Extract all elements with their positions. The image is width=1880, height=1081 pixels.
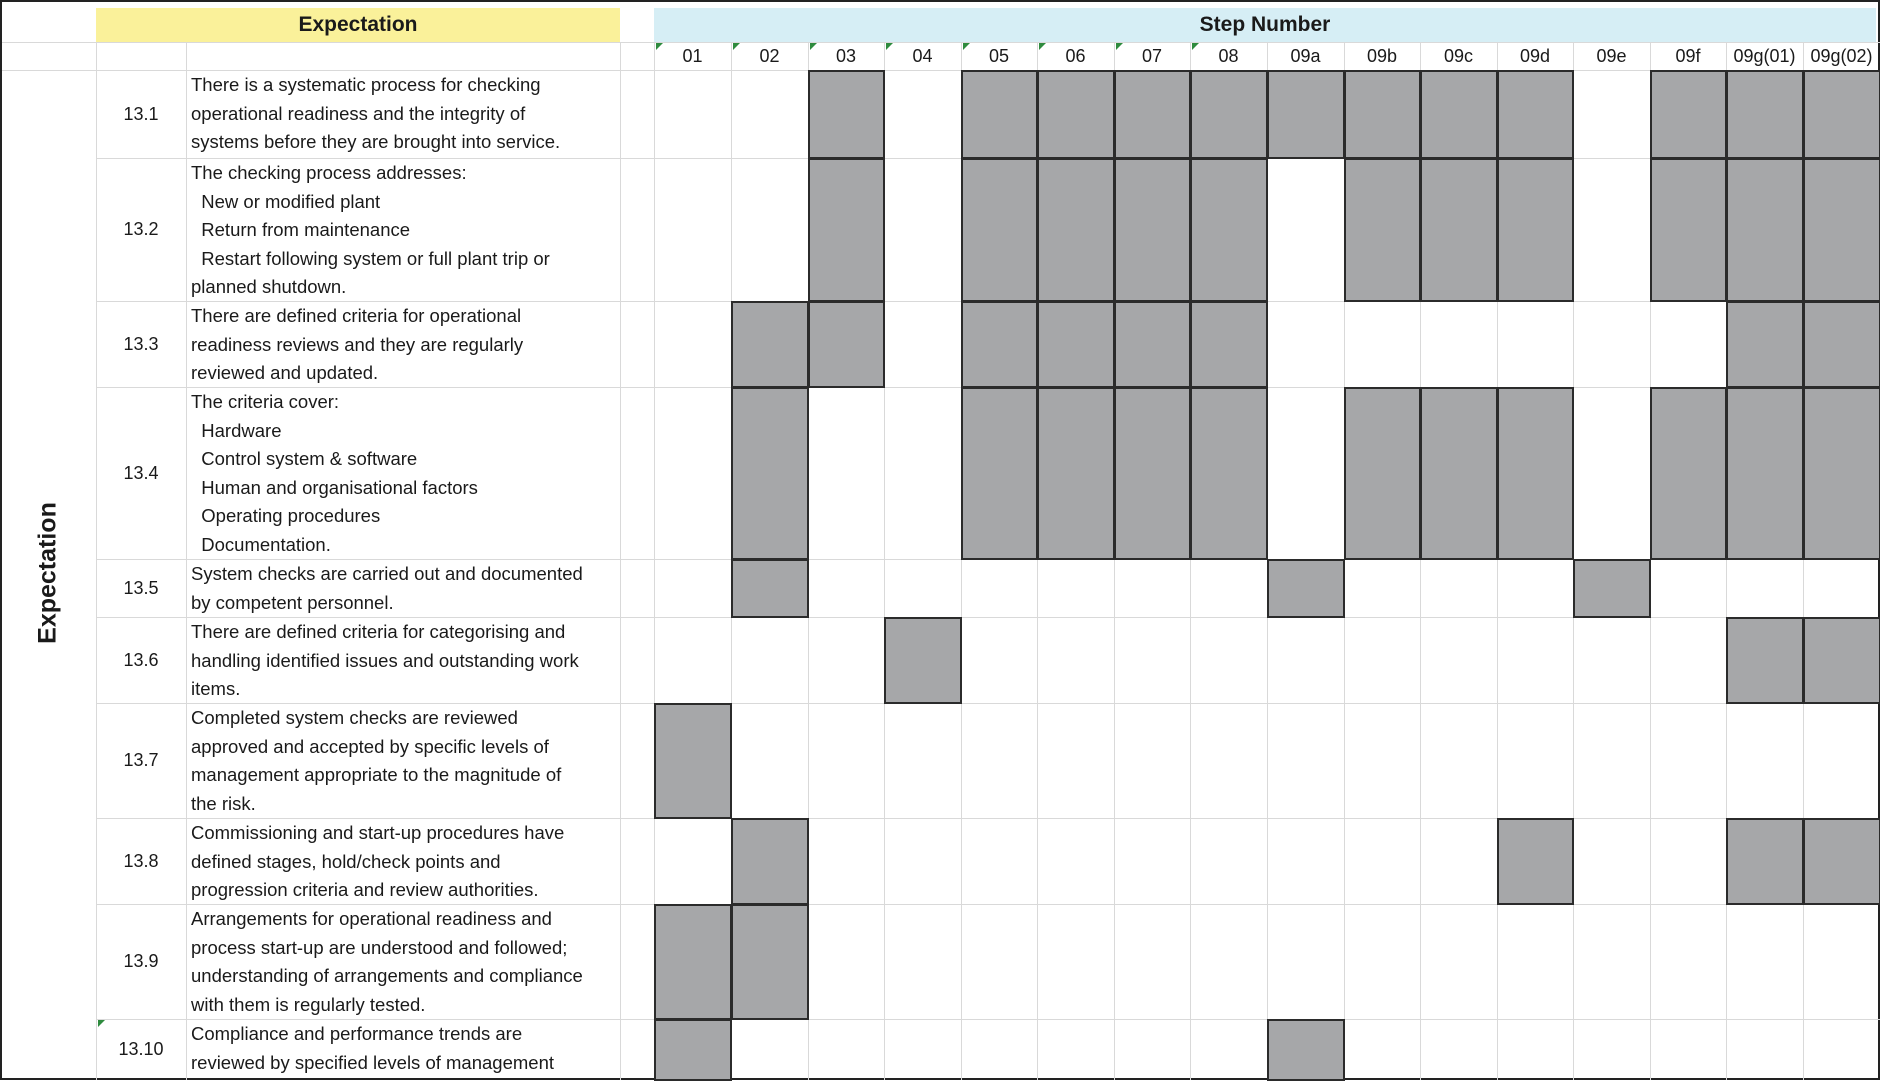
expectation-row-text: The checking process addresses: New or modified plant Return from maintenance Restart following system or full plant trip or planned shutdown. — [191, 162, 550, 297]
step-coverage-cell — [1497, 387, 1574, 560]
step-column-header: 04 — [912, 46, 933, 66]
expectation-row-text: Compliance and performance trends are reviewed by specified levels of management — [191, 1023, 554, 1073]
expectation-row-text: Commissioning and start-up procedures have defined stages, hold/check points and progression criteria and review authorities. — [191, 822, 565, 900]
step-coverage-cell — [961, 70, 1038, 159]
step-coverage-cell — [1573, 559, 1651, 618]
step-coverage-cell — [1190, 70, 1268, 159]
step-coverage-cell — [731, 559, 809, 618]
step-coverage-cell — [961, 301, 1038, 388]
step-coverage-cell — [1037, 70, 1115, 159]
step-coverage-cell — [731, 818, 809, 905]
expectation-row-id: 13.8 — [123, 850, 159, 871]
step-coverage-cell — [1497, 70, 1574, 159]
step-coverage-cell — [1190, 158, 1268, 302]
step-coverage-cell — [1420, 70, 1498, 159]
step-coverage-cell — [961, 387, 1038, 560]
step-coverage-cell — [1037, 301, 1115, 388]
step-coverage-cell — [1650, 387, 1727, 560]
comment-indicator — [1116, 43, 1123, 50]
step-coverage-cell — [1803, 387, 1880, 560]
step-coverage-cell — [1726, 617, 1804, 704]
step-coverage-cell — [1726, 158, 1804, 302]
step-coverage-cell — [808, 70, 885, 159]
step-coverage-cell — [884, 617, 962, 704]
step-coverage-cell — [1037, 387, 1115, 560]
expectation-row-text: Arrangements for operational readiness and process start-up are understood and followed; understanding of arrangements and compliance with them is regularly tested. — [191, 908, 583, 1015]
step-column-header: 09d — [1519, 46, 1551, 66]
step-column-header: 09a — [1290, 46, 1321, 66]
expectation-header: Expectation — [96, 8, 620, 42]
expectation-row-id: 13.10 — [118, 1039, 164, 1059]
comment-indicator — [963, 43, 970, 50]
step-coverage-cell — [731, 387, 809, 560]
step-coverage-cell — [1726, 387, 1804, 560]
step-column-header: 06 — [1065, 46, 1086, 66]
expectation-row-id: 13.3 — [123, 333, 159, 354]
comment-indicator — [1039, 43, 1046, 50]
comment-indicator — [810, 43, 817, 50]
step-coverage-cell — [1803, 158, 1880, 302]
step-coverage-cell — [1803, 617, 1880, 704]
step-column-header: 09c — [1443, 46, 1474, 66]
expectation-row-id: 13.2 — [123, 219, 159, 239]
step-coverage-cell — [1497, 818, 1574, 905]
comment-indicator — [1192, 43, 1199, 50]
expectation-row-id: 13.6 — [123, 649, 159, 670]
comment-indicator — [98, 1020, 105, 1027]
step-coverage-cell — [1114, 301, 1191, 388]
step-coverage-cell — [961, 158, 1038, 302]
expectation-row-id: 13.9 — [123, 951, 159, 971]
expectation-row-text: The criteria cover: Hardware Control system & software Human and organisational factors Operating procedures Documentation. — [191, 391, 478, 555]
step-coverage-cell — [654, 1019, 732, 1081]
step-column-header: 09g(02) — [1810, 46, 1873, 66]
expectation-row-text: There is a systematic process for checking operational readiness and the integrity of systems before they are brought into service. — [191, 74, 561, 152]
step-column-header: 09b — [1366, 46, 1398, 66]
comment-indicator — [656, 43, 663, 50]
step-coverage-cell — [1190, 387, 1268, 560]
step-coverage-cell — [1726, 70, 1804, 159]
step-coverage-cell — [1803, 301, 1880, 388]
step-column-header: 05 — [988, 46, 1010, 66]
expectation-row-id: 13.7 — [123, 750, 159, 770]
step-coverage-cell — [1420, 387, 1498, 560]
step-coverage-cell — [1267, 1019, 1345, 1081]
expectation-side-label: Expectation — [33, 502, 62, 644]
step-column-header: 09e — [1596, 46, 1627, 66]
comment-indicator — [886, 43, 893, 50]
step-coverage-cell — [1267, 70, 1345, 159]
step-coverage-cell — [1114, 70, 1191, 159]
expectation-row-text: System checks are carried out and documented by competent personnel. — [191, 563, 583, 613]
expectation-row-text: There are defined criteria for categorising and handling identified issues and outstanding work items. — [191, 621, 579, 699]
step-column-header: 01 — [682, 46, 703, 66]
step-coverage-cell — [731, 904, 809, 1020]
step-column-header: 07 — [1141, 46, 1163, 66]
step-coverage-cell — [1190, 301, 1268, 388]
step-coverage-cell — [808, 158, 885, 302]
step-coverage-cell — [1650, 70, 1727, 159]
step-coverage-cell — [1803, 70, 1880, 159]
step-column-header: 08 — [1218, 46, 1239, 66]
step-coverage-cell — [654, 703, 732, 819]
step-coverage-cell — [731, 301, 809, 388]
step-column-header: 09g(01) — [1733, 46, 1796, 66]
step-coverage-cell — [1726, 301, 1804, 388]
expectation-row-text: There are defined criteria for operational readiness reviews and they are regularly reviewed and updated. — [191, 305, 524, 383]
step-coverage-cell — [1650, 158, 1727, 302]
step-column-header: 09f — [1675, 46, 1701, 66]
step-coverage-cell — [1344, 387, 1421, 560]
expectation-row-id: 13.4 — [123, 462, 159, 483]
expectation-row-text: Completed system checks are reviewed approved and accepted by specific levels of management appropriate to the magnitude of the risk. — [191, 707, 562, 814]
step-column-header: 03 — [835, 46, 857, 66]
grid-vline — [620, 42, 621, 1080]
step-coverage-cell — [1803, 818, 1880, 905]
step-coverage-cell — [1267, 559, 1345, 618]
step-coverage-cell — [1037, 158, 1115, 302]
expectation-row-id: 13.5 — [123, 577, 159, 598]
step-coverage-cell — [1114, 158, 1191, 302]
step-coverage-cell — [1344, 158, 1421, 302]
step-coverage-cell — [808, 301, 885, 388]
step-coverage-cell — [1420, 158, 1498, 302]
expectation-row-id: 13.1 — [123, 103, 159, 124]
step-coverage-cell — [1497, 158, 1574, 302]
step-coverage-cell — [1726, 818, 1804, 905]
comment-indicator — [733, 43, 740, 50]
step-number-header: Step Number — [654, 8, 1876, 42]
step-coverage-cell — [654, 904, 732, 1020]
step-coverage-cell — [1114, 387, 1191, 560]
step-coverage-cell — [1344, 70, 1421, 159]
step-column-header: 02 — [759, 46, 780, 66]
